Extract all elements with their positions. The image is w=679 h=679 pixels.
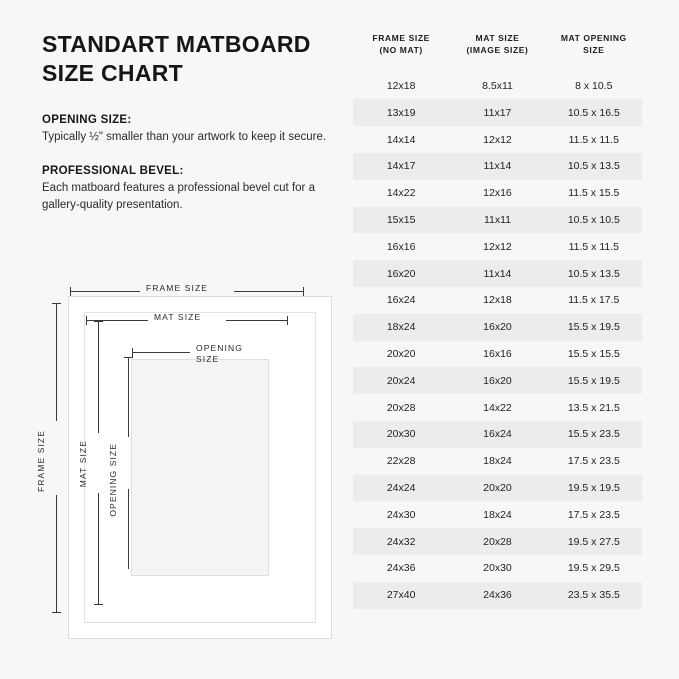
leader-tick <box>94 321 103 322</box>
table-cell: 16x20 <box>449 367 545 394</box>
leader-line <box>226 320 288 321</box>
note-opening-size <box>42 114 334 146</box>
table-row <box>353 207 642 234</box>
table-cell: 16x24 <box>449 421 545 448</box>
table-row <box>353 233 642 260</box>
table-cell: 16x20 <box>449 314 545 341</box>
leader-tick <box>132 348 133 357</box>
table-cell: 27x40 <box>353 582 449 609</box>
table-cell: 10.5 x 10.5 <box>546 207 642 234</box>
diagram-label-opening-size-left: OPENING SIZE <box>108 443 118 517</box>
leader-tick <box>94 604 103 605</box>
table-cell: 18x24 <box>483 455 512 468</box>
table-row <box>353 475 642 502</box>
table-cell: 10.5 x 13.5 <box>546 153 642 180</box>
table-cell: 17.5 x 23.5 <box>567 508 620 521</box>
table-row <box>353 367 642 394</box>
table-cell: 15.5 x 19.5 <box>546 367 642 394</box>
table-cell: 12x12 <box>483 240 512 253</box>
leader-line <box>56 303 57 421</box>
table-cell: 23.5 x 35.5 <box>546 582 642 609</box>
column-header-line: SIZE <box>583 45 605 56</box>
leader-tick <box>52 612 61 613</box>
table-cell: 12x18 <box>483 294 512 307</box>
table-row <box>353 260 642 287</box>
table-cell: 16x20 <box>353 260 449 287</box>
table-row <box>353 501 642 528</box>
size-table <box>353 32 642 609</box>
table-cell: 11.5 x 11.5 <box>568 133 620 146</box>
table-cell: 11.5 x 15.5 <box>568 187 620 200</box>
size-table-head <box>353 32 642 73</box>
table-cell: 14x14 <box>386 133 416 146</box>
table-cell: 17.5 x 23.5 <box>567 455 620 468</box>
leader-tick <box>287 316 288 325</box>
table-cell: 24x36 <box>449 582 545 609</box>
page-title: STANDART MATBOARD SIZE CHART <box>42 31 311 86</box>
leader-line <box>132 352 190 353</box>
column-header-line: (IMAGE SIZE) <box>466 45 529 56</box>
table-cell: 10.5 x 13.5 <box>546 260 642 287</box>
table-cell: 14x22 <box>386 187 416 200</box>
table-row <box>353 555 642 582</box>
table-row <box>353 180 642 207</box>
table-row <box>353 314 642 341</box>
table-cell: 14x17 <box>353 153 449 180</box>
table-cell: 20x20 <box>449 475 545 502</box>
leader-tick <box>86 316 87 325</box>
table-cell: 15.5 x 19.5 <box>546 314 642 341</box>
leader-tick <box>52 303 61 304</box>
note-professional-bevel-body: Each matboard features a professional bevel cut for a gallery-quality presentation. <box>42 182 315 211</box>
table-cell: 12x18 <box>386 80 416 93</box>
table-cell: 11.5 x 17.5 <box>568 294 620 307</box>
table-cell: 11x14 <box>449 153 545 180</box>
note-opening-size-body: Typically ½" smaller than your artwork to keep it secure. <box>42 130 327 143</box>
table-cell: 13x19 <box>353 99 449 126</box>
leader-line <box>234 291 304 292</box>
leader-line <box>128 357 129 437</box>
table-cell: 16x16 <box>483 347 512 360</box>
table-cell: 20x20 <box>386 347 416 360</box>
table-cell: 20x30 <box>483 562 512 575</box>
table-row <box>353 287 642 314</box>
table-cell: 11.5 x 11.5 <box>568 240 620 253</box>
size-table-container <box>353 32 642 609</box>
table-row <box>353 99 642 126</box>
leader-tick <box>124 357 133 358</box>
table-header-row <box>353 32 642 73</box>
note-opening-size-title: OPENING SIZE: <box>42 113 132 126</box>
leader-line <box>98 321 99 433</box>
table-cell: 18x24 <box>353 314 449 341</box>
table-cell: 15x15 <box>353 207 449 234</box>
leader-line <box>128 489 129 569</box>
leader-line <box>98 493 99 605</box>
column-header-line: (NO MAT) <box>379 45 423 56</box>
table-cell: 22x28 <box>386 455 416 468</box>
table-row <box>353 421 642 448</box>
table-row <box>353 394 642 421</box>
table-cell: 19.5 x 19.5 <box>546 475 642 502</box>
leader-line <box>70 291 140 292</box>
diagram-label-opening-size-top: OPENING SIZE <box>196 343 243 364</box>
table-cell: 19.5 x 27.5 <box>546 528 642 555</box>
table-cell: 20x24 <box>353 367 449 394</box>
table-cell: 16x16 <box>386 240 416 253</box>
diagram-label-mat-size-left: MAT SIZE <box>78 440 88 488</box>
frame-diagram <box>36 283 334 643</box>
column-header-line: FRAME SIZE <box>372 33 430 43</box>
table-row <box>353 341 642 368</box>
diagram-label-mat-size-top: MAT SIZE <box>154 312 202 322</box>
table-cell: 8.5x11 <box>482 80 513 93</box>
table-cell: 20x28 <box>449 528 545 555</box>
table-cell: 13.5 x 21.5 <box>567 401 620 414</box>
column-header-line: MAT SIZE <box>475 33 520 43</box>
table-cell: 15.5 x 23.5 <box>546 421 642 448</box>
table-cell: 20x30 <box>353 421 449 448</box>
table-cell: 24x30 <box>386 508 416 521</box>
column-header-line: MAT OPENING <box>560 33 627 43</box>
table-cell: 18x24 <box>483 508 512 521</box>
table-cell: 14x22 <box>483 401 512 414</box>
table-row <box>353 126 642 153</box>
table-cell: 11x11 <box>449 207 545 234</box>
table-cell: 11x14 <box>449 260 545 287</box>
table-row <box>353 73 642 100</box>
size-table-body <box>353 73 642 609</box>
leader-line <box>56 495 57 613</box>
table-cell: 10.5 x 16.5 <box>546 99 642 126</box>
table-row <box>353 582 642 609</box>
table-row <box>353 448 642 475</box>
table-cell: 19.5 x 29.5 <box>567 562 620 575</box>
table-cell: 15.5 x 15.5 <box>567 347 620 360</box>
column-header-frame-size <box>353 32 449 73</box>
column-header-mat-size <box>449 32 545 73</box>
left-column <box>42 30 334 214</box>
table-cell: 16x24 <box>386 294 416 307</box>
table-row <box>353 528 642 555</box>
note-professional-bevel-title: PROFESSIONAL BEVEL: <box>42 165 184 178</box>
note-professional-bevel <box>42 165 334 213</box>
column-header-mat-opening-size <box>546 32 642 73</box>
table-cell: 12x12 <box>483 133 512 146</box>
table-cell: 24x32 <box>353 528 449 555</box>
diagram-opening-area <box>131 359 269 576</box>
table-cell: 11x17 <box>449 99 545 126</box>
diagram-label-frame-size-top: FRAME SIZE <box>146 283 209 293</box>
table-cell: 20x28 <box>386 401 416 414</box>
table-row <box>353 153 642 180</box>
diagram-label-frame-size-left: FRAME SIZE <box>36 430 46 493</box>
leader-tick <box>70 287 71 296</box>
table-cell: 24x36 <box>386 562 416 575</box>
leader-tick <box>303 287 304 296</box>
table-cell: 8 x 10.5 <box>575 80 613 93</box>
table-cell: 12x16 <box>483 187 512 200</box>
table-cell: 24x24 <box>353 475 449 502</box>
